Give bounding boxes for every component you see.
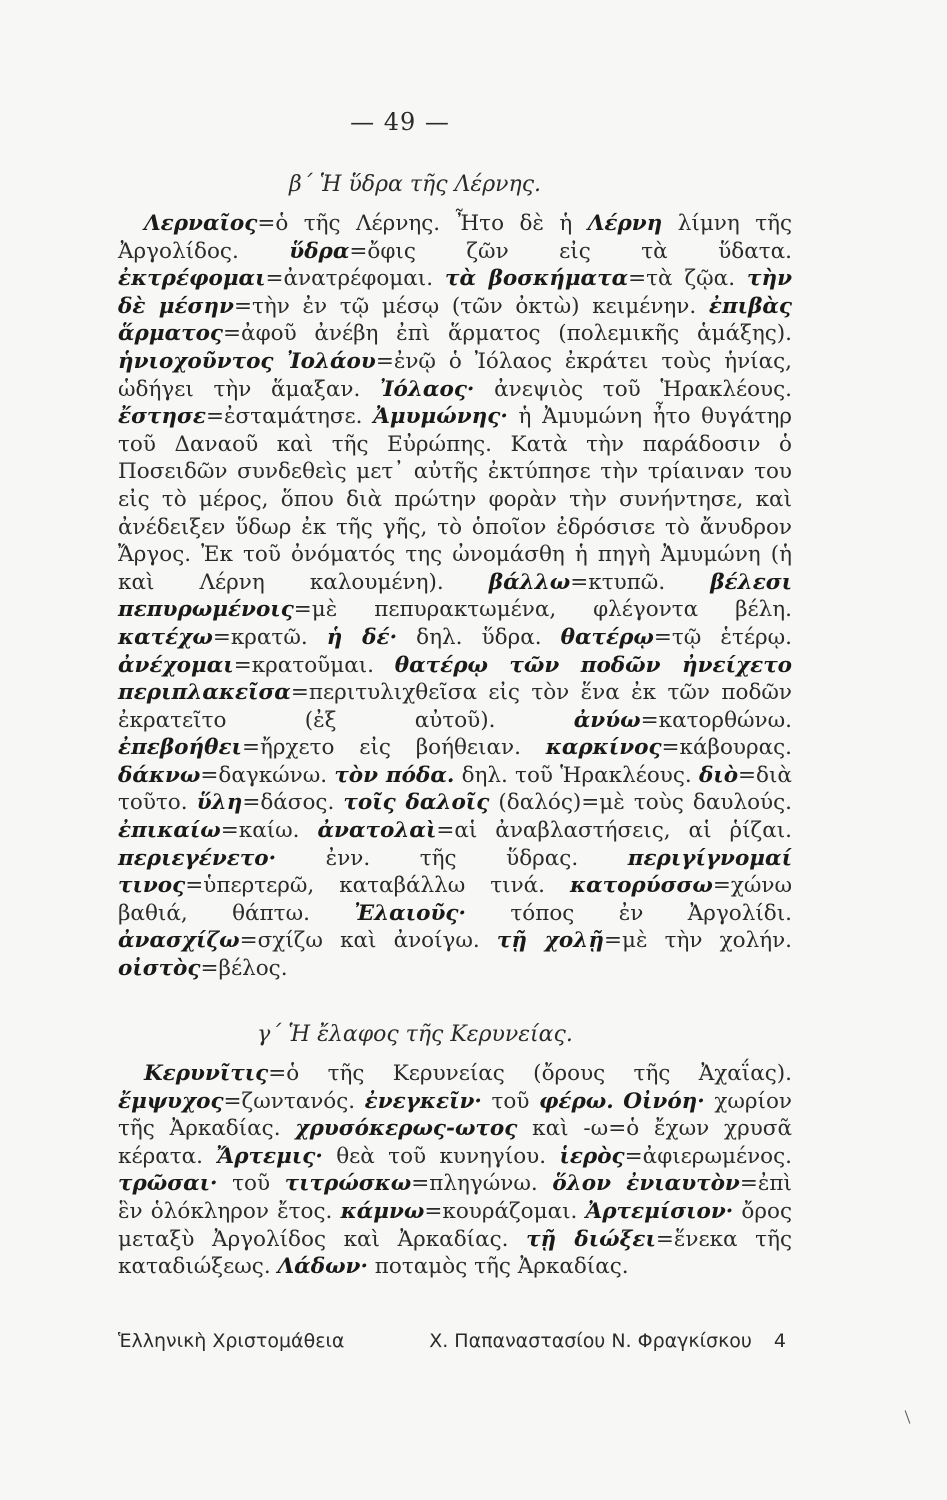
glossary-term: κατορύσσω [569, 873, 713, 899]
glossary-definition: =διὰ τοῦτο. [118, 762, 792, 816]
glossary-definition: =ἐπὶ ἓν ὁλόκληρον ἔτος. [118, 1171, 792, 1224]
glossary-definition: =καίω. [220, 818, 318, 844]
glossary-definition: τοῦ [217, 1171, 285, 1197]
section-heading-deer: γ´ Ἡ ἔλαφος τῆς Κερυνείας. [257, 1022, 573, 1047]
glossary-definition: =κατορθώνω. [640, 707, 792, 733]
glossary-definition: ἐνν. τῆς ὕδρας. [276, 845, 628, 871]
glossary-definition: =βέλος. [200, 956, 288, 982]
section-heading-hydra: β´ Ἡ ὕδρα τῆς Λέρνης. [288, 172, 542, 197]
glossary-definition: =μὲ πεπυρακτωμένα, φλέγοντα βέλη. [293, 597, 792, 623]
glossary-definition: =κρατῶ. [212, 624, 327, 650]
glossary-term: ἐπιβὰς ἅρματος [118, 293, 792, 347]
glossary-term: θατέρῳ τῶν ποδῶν ἠνείχετο περιπλακεῖσα [118, 652, 793, 706]
glossary-definition: δηλ. τοῦ Ἡρακλέους. [454, 762, 699, 788]
glossary-definition: =πληγώνω. [411, 1171, 553, 1197]
glossary-term: Κερυνῖτις [144, 1061, 269, 1086]
glossary-term: διὸ [698, 762, 739, 788]
glossary-term: κατέχω [118, 624, 213, 650]
glossary-definition: =τῷ ἑτέρῳ. [653, 624, 792, 650]
glossary-term: ἡνιοχοῦντος Ἰολάου [118, 348, 376, 374]
glossary-term: βέλεσι πεπυρωμένοις [118, 569, 793, 623]
glossary-term: ἀνασχίζω [118, 928, 240, 954]
glossary-definition: =κρατοῦμαι. [233, 652, 395, 678]
glossary-term: κάμνω [340, 1198, 425, 1224]
glossary-term: ὕλη [196, 790, 243, 816]
glossary-definition: =κάβουρας. [661, 735, 792, 761]
glossary-term: χρυσόκερως-ωτος [295, 1116, 518, 1142]
glossary-definition: =ἐνῷ ὁ Ἰόλαος ἐκράτει τοὺς ἡνίας, ὡδήγει τὴν ἅμαξαν. [118, 348, 793, 402]
glossary-term: ἱερὸς [559, 1143, 625, 1169]
glossary-term: ἐπεβοήθει [118, 735, 242, 761]
glossary-definition: =ἀφιερωμένος. [624, 1143, 792, 1169]
glossary-definition: =ἀφοῦ ἀνέβη ἐπὶ ἅρματος (πολεμικῆς ἁμάξης). [223, 321, 792, 347]
glossary-term: ἔμψυχος [118, 1088, 224, 1114]
footer-signature-number: 4 [773, 1330, 786, 1352]
footer-right [429, 1330, 786, 1352]
glossary-term: ἀνύω [573, 707, 641, 733]
glossary-definition: =τὴν ἐν τῷ μέσῳ (τῶν ὀκτὼ) κειμένην. [233, 293, 709, 319]
glossary-term: ὅλον ἐνιαυτὸν [552, 1171, 740, 1197]
glossary-term: τὰ βοσκήματα [445, 266, 629, 292]
glossary-term: Ἀρτεμίσιον· [585, 1198, 734, 1224]
glossary-term: τῇ χολῇ [496, 928, 604, 954]
glossary-definition: =αἱ ἀναβλαστήσεις, αἱ ῥίζαι. [436, 818, 792, 844]
glossary-definition: (δαλός)=μὲ τοὺς δαυλούς. [489, 790, 792, 816]
glossary-term: τὴν δὲ μέσην [118, 266, 792, 319]
glossary-definition: =ἤρχετο εἰς βοήθειαν. [241, 735, 546, 761]
glossary-term: ὕδρα [289, 238, 350, 264]
glossary-definition: =ὁ τῆς Κερυνείας (ὄρους τῆς Ἀχαΐας). [268, 1061, 792, 1086]
glossary-definition: ἡ Ἀμυμώνη ἦτο θυγάτηρ τοῦ Δαναοῦ καὶ τῆς Εὐρώπης. Κατὰ τὴν παράδοσιν ὁ Ποσειδῶν συνδεθεὶς μετ᾿ αὐτῆς ἐκτύπησε τὴν τρίαιναν του εἰς τὸ μέρος, ὅπου διὰ πρώτην φορὰν τὴν συνήντησε, καὶ ἀνέδειξεν ὕδωρ ἐκ τῆς γῆς, τὸ ὁποῖον ἐδρόσισε τὸ ἄνυδρον Ἄργος. Ἐκ τοῦ ὀνόματός της ὠνομάσθη ἡ πηγὴ Ἀμυμώνη (ἡ καὶ Λέρνη καλουμένη). [118, 404, 792, 595]
glossary-definition: =ἕνεκα τῆς καταδιώξεως. [118, 1226, 792, 1280]
glossary-definition: τοῦ [481, 1088, 539, 1114]
glossary-definition: =μὲ τὴν χολήν. [603, 928, 792, 954]
glossary-term: ἀνατολαὶ [317, 818, 437, 844]
glossary-term: ἐκτρέφομαι [118, 266, 266, 292]
glossary-term: Ἰόλαος· [380, 376, 475, 402]
section-text-deer [118, 1060, 792, 1281]
glossary-definition: χωρίον τῆς Ἀρκαδίας. [118, 1088, 792, 1142]
glossary-definition: =σχίζω καὶ ἀνοίγω. [239, 928, 497, 954]
glossary-definition: ποταμὸς τῆς Ἀρκαδίας. [367, 1254, 629, 1280]
glossary-term: ἀνέχομαι [118, 652, 234, 678]
glossary-term: Οἰνόη· [623, 1088, 705, 1114]
glossary-term: οἰστὸς [118, 956, 201, 982]
glossary-term: ἐνεγκεῖν· [364, 1088, 482, 1114]
glossary-term: βάλλω [488, 569, 571, 595]
page-footer [118, 1330, 786, 1352]
glossary-term: φέρω. [538, 1088, 614, 1114]
glossary-term: Λέρνη [587, 211, 663, 236]
glossary-term: Ἐλαιοῦς· [354, 900, 466, 926]
glossary-definition: =περιτυλιχθεῖσα εἰς τὸν ἕνα ἐκ τῶν ποδῶν ἐκρατεῖτο (ἐξ αὐτοῦ). [118, 680, 792, 733]
glossary-definition: =δάσος. [242, 790, 344, 816]
footer-book-title: Ἑλληνικὴ Χριστομάθεια [118, 1330, 345, 1352]
glossary-term: Λερναῖος [144, 211, 258, 236]
glossary-definition: λίμνη τῆς Ἀργολίδος. [118, 211, 793, 264]
glossary-definition: δηλ. ὕδρα. [397, 624, 561, 650]
section-text-hydra [118, 210, 792, 983]
footer-authors: Χ. Παπαναστασίου Ν. Φραγκίσκου [429, 1330, 752, 1352]
glossary-term: περιεγένετο· [118, 845, 277, 871]
glossary-term: Ἄρτεμις· [216, 1143, 323, 1169]
glossary-term: Λάδων· [277, 1254, 368, 1280]
glossary-definition: =κουράζομαι. [424, 1198, 586, 1224]
glossary-term: δάκνω [118, 762, 201, 788]
glossary-definition: ἀνεψιὸς τοῦ Ἡρακλέους. [474, 376, 792, 402]
glossary-definition: =δαγκώνω. [200, 762, 335, 788]
glossary-definition: τόπος ἐν Ἀργολίδι. [465, 900, 793, 926]
glossary-term: τιτρώσκω [284, 1171, 412, 1197]
glossary-definition: =ζωντανός. [223, 1088, 365, 1114]
glossary-term: θατέρῳ [560, 624, 654, 650]
page-number: — 49 — [350, 108, 450, 136]
glossary-definition [614, 1089, 624, 1114]
glossary-term: τῇ διώξει [526, 1226, 656, 1252]
glossary-term: τρῶσαι· [118, 1171, 218, 1197]
glossary-term: ἡ δέ· [326, 624, 398, 650]
glossary-term: περιγίγνομαί τινος [118, 845, 792, 899]
glossary-term: ἔστησε [118, 404, 206, 430]
glossary-definition: =ἀνατρέφομαι. [265, 266, 445, 292]
glossary-definition: =ὁ τῆς Λέρνης. Ἦτο δὲ ἡ [257, 211, 588, 236]
glossary-definition: =κτυπῶ. [570, 569, 711, 595]
glossary-term: Ἀμυμώνης· [373, 404, 508, 430]
glossary-definition: =ἐσταμάτησε. [205, 404, 374, 430]
glossary-term: τοῖς δαλοῖς [343, 790, 490, 816]
glossary-definition: =ὄφις ζῶν εἰς τὰ ὕδατα. [349, 238, 792, 264]
glossary-definition: =τὰ ζῷα. [628, 266, 747, 292]
stray-mark [905, 1410, 911, 1423]
glossary-term: καρκίνος [545, 735, 662, 761]
glossary-definition: =ὑπερτερῶ, καταβάλλω τινά. [185, 873, 570, 899]
glossary-definition: καὶ -ω=ὁ ἔχων χρυσᾶ κέρατα. [118, 1116, 792, 1169]
glossary-definition: =χώνω βαθιά, θάπτω. [118, 873, 792, 926]
glossary-term: ἐπικαίω [118, 818, 221, 844]
glossary-definition: ὄρος μεταξὺ Ἀργολίδος καὶ Ἀρκαδίας. [118, 1198, 793, 1252]
glossary-term: τὸν πόδα. [334, 762, 455, 788]
glossary-definition: θεὰ τοῦ κυνηγίου. [322, 1143, 560, 1169]
